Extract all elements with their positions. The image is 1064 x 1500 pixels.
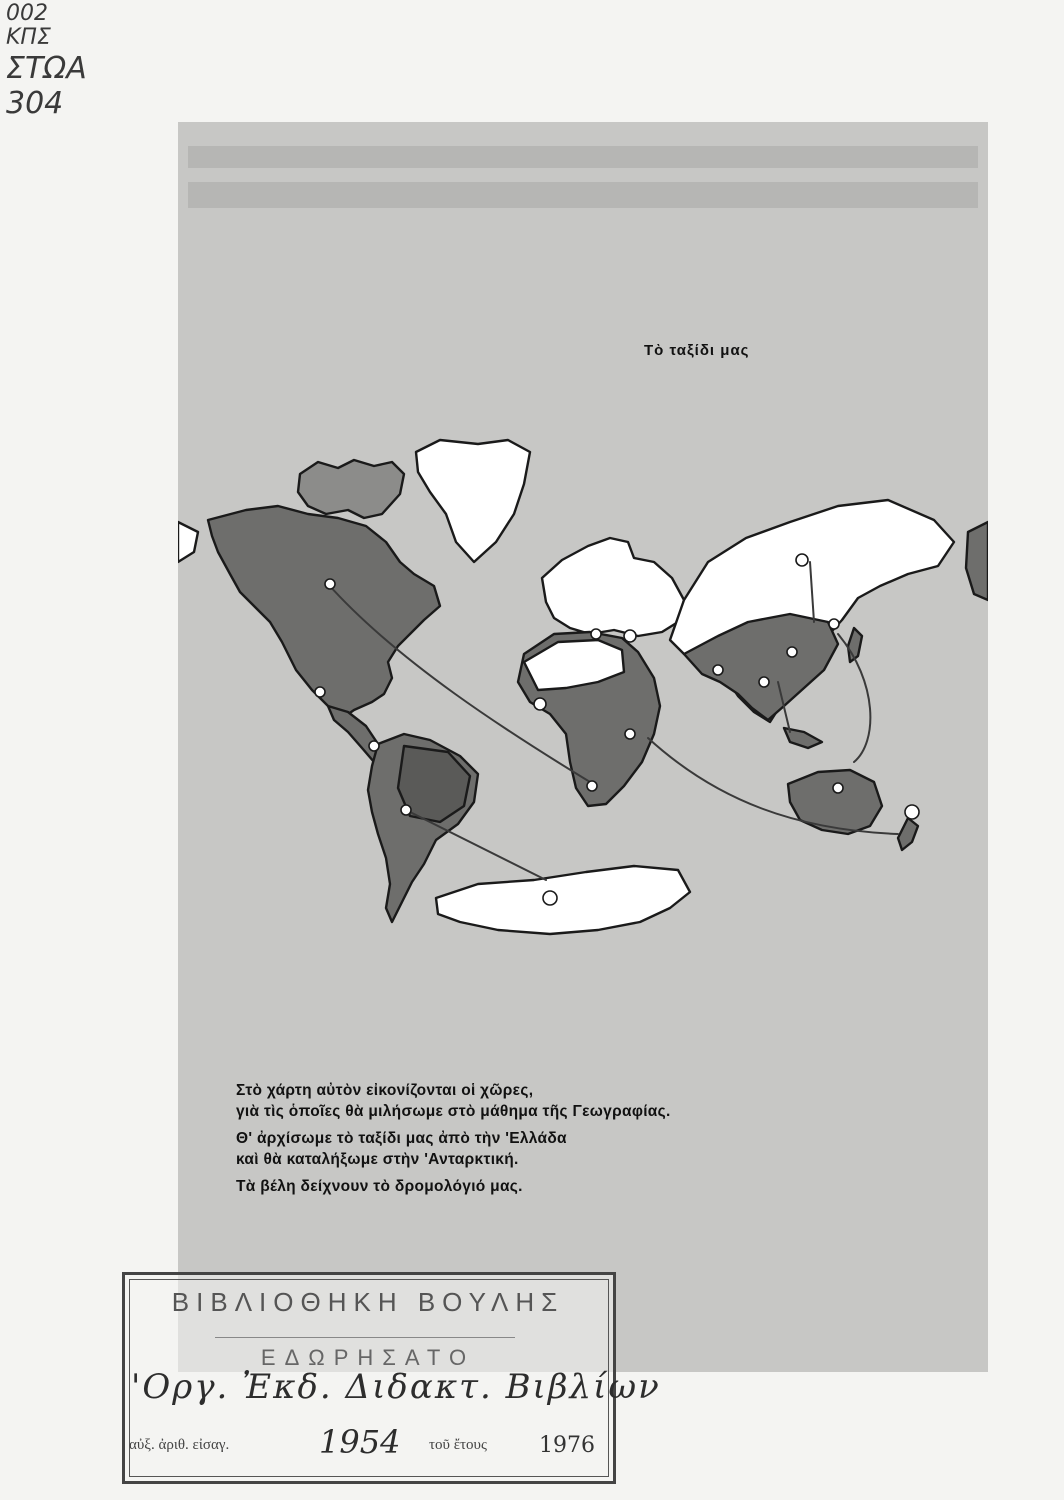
- greenland-shape: [416, 440, 530, 562]
- handwritten-margin-notes: [6, 2, 116, 120]
- route-point-canada: [325, 579, 335, 589]
- caption-line: καὶ θὰ καταλήξωμε στὴν 'Ανταρκτική.: [236, 1151, 519, 1168]
- route-point-new-zealand: [905, 805, 919, 819]
- map-plate: [178, 122, 988, 1372]
- caption-line: Θ' ἀρχίσωμε τὸ ταξίδι μας ἀπὸ τὴν 'Ελλάδα: [236, 1130, 567, 1147]
- map-title: Τὸ ταξίδι μας: [644, 342, 750, 359]
- stamp-library-name: ΒΙΒΛΙΟΘΗΚΗ ΒΟΥΛΗΣ: [171, 1287, 565, 1317]
- route-point-india: [759, 677, 769, 687]
- year-label: τοῦ ἔτους: [429, 1437, 487, 1453]
- asia-shape: [670, 500, 954, 722]
- stamp-donor-handwriting: 'Οργ. Ἐκδ. Διδακτ. Βιβλίων: [131, 1367, 661, 1407]
- route-point-japan: [829, 619, 839, 629]
- caption-line: γιὰ τὶς ὁποῖες θὰ μιλήσωμε στὸ μάθημα τῆς Γεωγραφίας.: [236, 1103, 671, 1120]
- new-zealand-shape: [898, 818, 918, 850]
- margin-note-4: 304: [6, 86, 64, 121]
- route-point-china: [787, 647, 797, 657]
- route-point-south-africa: [587, 781, 597, 791]
- route-point-mexico: [315, 687, 325, 697]
- east-edge-landmass: [966, 522, 988, 600]
- route-point-antarctica: [543, 891, 557, 905]
- margin-note-2: ΚΠΣ: [6, 25, 51, 50]
- route-point-australia: [833, 783, 843, 793]
- europe-shape: [542, 538, 684, 636]
- route-point-greece: [624, 630, 636, 642]
- stamp-year: 1976: [539, 1433, 595, 1458]
- world-map: [178, 122, 988, 942]
- west-edge-landmass: [178, 522, 198, 562]
- caption-line: Στὸ χάρτη αὐτὸν εἰκονίζονται οἱ χῶρες,: [236, 1082, 534, 1099]
- stamp-donated-label: ΕΔΩΡΗΣΑΤΟ: [260, 1345, 476, 1370]
- route-point-argentina: [401, 805, 411, 815]
- accession-label: αὐξ. ἀριθ. εἰσαγ.: [129, 1437, 230, 1453]
- route-point-siberia: [796, 554, 808, 566]
- route-point-south-america: [369, 741, 379, 751]
- margin-note-1: 002: [6, 1, 48, 26]
- route-point-africa: [625, 729, 635, 739]
- map-caption: [236, 1080, 936, 1197]
- route-point-asia: [713, 665, 723, 675]
- stamp-divider: [215, 1337, 515, 1338]
- australia-shape: [788, 770, 882, 834]
- canadian-arctic-islands: [298, 460, 404, 518]
- margin-note-3: ΣΤΩΑ: [6, 51, 87, 86]
- route-point-europe: [591, 629, 601, 639]
- antarctica-shape: [436, 866, 690, 934]
- library-stamp: [122, 1272, 661, 1484]
- route-point-north-africa: [534, 698, 546, 710]
- caption-line: Τὰ βέλη δείχνουν τὸ δρομολόγιό μας.: [236, 1178, 523, 1195]
- accession-number: 1954: [319, 1423, 401, 1461]
